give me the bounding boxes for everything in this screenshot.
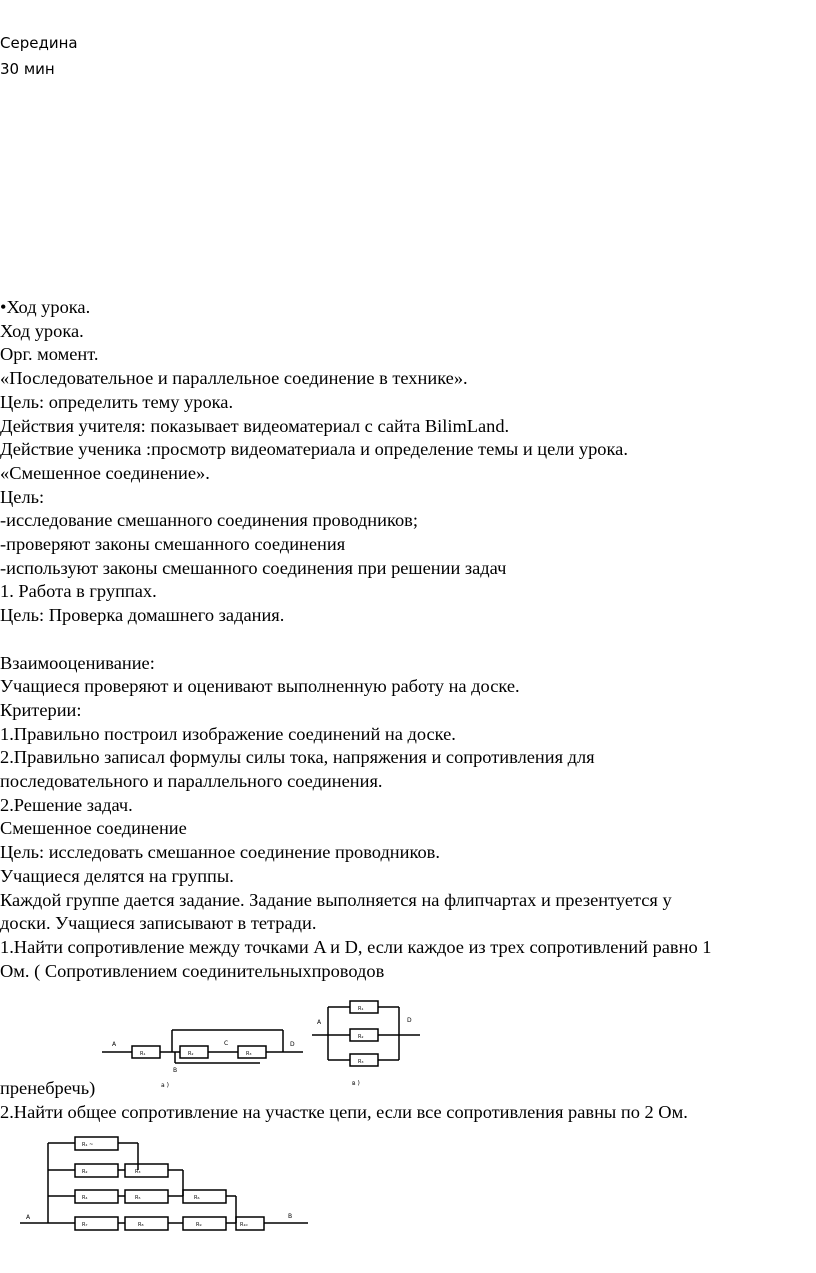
node-b-label: B <box>173 1067 178 1074</box>
text-line: Учащиеся проверяют и оценивают выполненную работу на доске. <box>0 676 520 697</box>
text-line: Смешенное соединение <box>0 818 187 839</box>
text-line: •Ход урока. <box>0 297 91 317</box>
circuit-diagram-c <box>18 1133 313 1241</box>
text-line: Цель: <box>0 486 45 507</box>
text-line: 1. Работа в группах. <box>0 581 157 602</box>
text-line: Цель: определить тему урока. <box>0 391 234 412</box>
lesson-text <box>0 296 816 983</box>
text-line: 2.Найти общее сопротивление на участке цепи, если все сопротивления равны по 2 Ом. <box>0 1101 688 1122</box>
node-a-label: A <box>26 1214 31 1221</box>
resistor-label: R₂ <box>188 1051 194 1057</box>
resistor-label: R₂ <box>358 1034 364 1040</box>
text-line: Ход урока. <box>0 320 84 341</box>
text-line: Критерии: <box>0 699 82 720</box>
text-line: 2.Правильно записал формулы силы тока, напряжения и сопротивления для <box>0 747 595 768</box>
resistor-label: R₃ <box>135 1169 141 1175</box>
resistor-label: R₂ <box>82 1169 88 1175</box>
text-line: Цель: исследовать смешанное соединение проводников. <box>0 842 440 863</box>
resistor-label: R₃ <box>246 1051 252 1057</box>
node-d-label: D <box>290 1041 295 1048</box>
resistor-label: R₁ <box>358 1006 364 1012</box>
node-a-label: A <box>317 1019 322 1026</box>
page-header <box>0 30 78 82</box>
resistor-label: R₈ <box>138 1222 144 1228</box>
resistor-label: R₅ <box>135 1195 141 1201</box>
node-c-label: C <box>224 1040 229 1047</box>
text-line: -используют законы смешанного соединения при решении задач <box>0 557 507 578</box>
text-line: пренебречь) <box>0 1078 96 1098</box>
task1-end <box>0 1077 816 1124</box>
text-line: последовательного и параллельного соединения. <box>0 771 383 792</box>
text-line: Действие ученика :просмотр видеоматериала и определение темы и цели урока. <box>0 439 628 460</box>
circuit-diagram-b <box>310 992 425 1089</box>
node-b-label: B <box>288 1213 293 1220</box>
header-line-2: 30 мин <box>0 60 55 78</box>
blank-line <box>0 628 816 652</box>
resistor-label: R₁ ~ <box>82 1142 94 1148</box>
node-d-label: D <box>407 1017 412 1024</box>
resistor-label: R₁ <box>140 1051 146 1057</box>
text-line: 2.Решение задач. <box>0 794 133 815</box>
resistor-label: R₄ <box>82 1195 88 1201</box>
text-line: -проверяют законы смешанного соединения <box>0 534 346 555</box>
text-line: Орг. момент. <box>0 344 99 365</box>
resistor-label: R₇ <box>82 1222 88 1228</box>
text-line: Цель: Проверка домашнего задания. <box>0 605 285 626</box>
resistor-label: R₉ <box>196 1222 202 1228</box>
text-line: 1.Правильно построил изображение соединений на доске. <box>0 723 456 744</box>
header-line-1: Середина <box>0 34 78 52</box>
text-line: Взаимооценивание: <box>0 652 155 673</box>
resistor-label: R₁₀ <box>240 1222 248 1228</box>
text-line: 1.Найти сопротивление между точками A и D, если каждое из трех сопротивлений равно 1 <box>0 936 712 957</box>
figure-caption: а ) <box>161 1082 169 1089</box>
text-line: «Смешенное соединение». <box>0 462 210 483</box>
resistor-label: R₆ <box>194 1195 200 1201</box>
node-a-label: A <box>112 1041 117 1048</box>
text-line: -исследование смешанного соединения проводников; <box>0 510 418 531</box>
text-line: Действия учителя: показывает видеоматериал с сайта BilimLand. <box>0 415 510 436</box>
text-line: «Последовательное и параллельное соединение в технике». <box>0 368 468 389</box>
text-line: Каждой группе дается задание. Задание выполняется на флипчартах и презентуется у <box>0 889 672 910</box>
resistor-label: R₃ <box>358 1059 364 1065</box>
text-line: Ом. ( Сопротивлением соединительныхпроводов <box>0 960 385 981</box>
figure-caption: в ) <box>352 1080 360 1087</box>
text-line: Учащиеся делятся на группы. <box>0 865 234 886</box>
text-line: доски. Учащиеся записывают в тетради. <box>0 913 317 934</box>
